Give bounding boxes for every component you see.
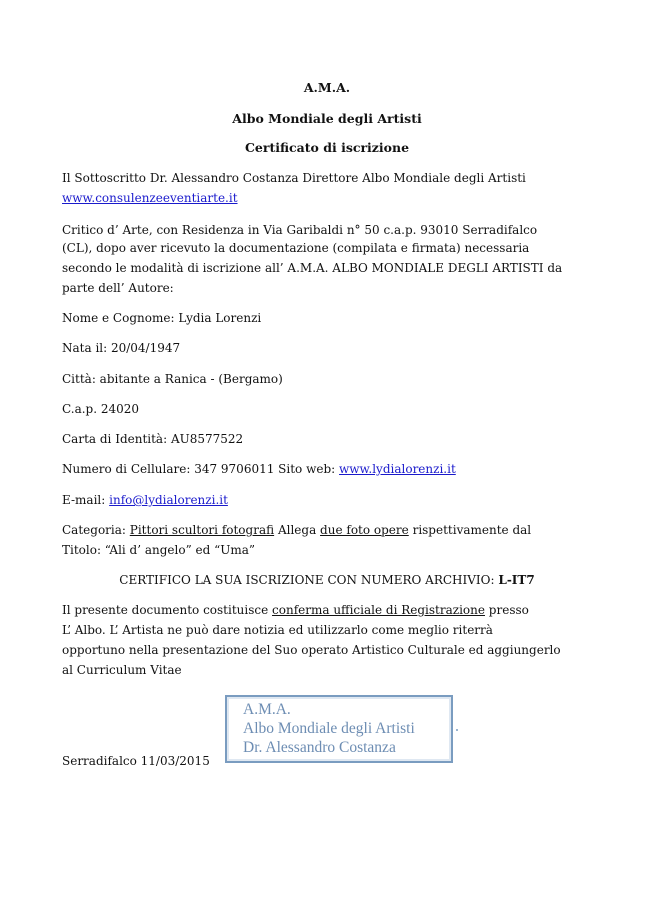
certify-text: CERTIFICO LA SUA ISCRIZIONE CON NUMERO ARCHIVIO: bbox=[119, 573, 495, 587]
closing-line2: L’ Albo. L’ Artista ne può dare notizia ed utilizzarlo come meglio riterrà bbox=[62, 623, 493, 637]
paragraph1-line2: (CL), dopo aver ricevuto la documentazione (compilata e firmata) necessaria bbox=[62, 241, 530, 255]
due-foto-text: due foto opere bbox=[320, 523, 409, 537]
field-name: Nome e Cognome: Lydia Lorenzi bbox=[62, 311, 262, 325]
email-label: E-mail: bbox=[62, 493, 106, 507]
field-email bbox=[62, 490, 592, 510]
field-phone-website bbox=[62, 459, 592, 479]
field-id-card: Carta di Identità: AU8577522 bbox=[62, 432, 244, 446]
category-value: Pittori scultori fotografi bbox=[129, 523, 275, 537]
category-label: Categoria: bbox=[62, 523, 126, 537]
field-postal-code: C.a.p. 24020 bbox=[62, 402, 140, 416]
field-city: Città: abitante a Ranica - (Bergamo) bbox=[62, 372, 283, 386]
works-titles: Titolo: “Ali d’ angelo” ed “Uma” bbox=[62, 543, 256, 557]
stamp-line3: Dr. Alessandro Costanza bbox=[243, 739, 396, 756]
closing-line4: al Curriculum Vitae bbox=[62, 663, 182, 677]
org-full-name: Albo Mondiale degli Artisti bbox=[232, 111, 422, 126]
stamp-line2: Albo Mondiale degli Artisti bbox=[243, 720, 415, 737]
stamp-mark bbox=[456, 729, 458, 731]
category-rest: rispettivamente dal bbox=[412, 523, 532, 537]
certify-line bbox=[62, 570, 592, 590]
stamp-line1: A.M.A. bbox=[243, 701, 291, 718]
closing-line1 bbox=[62, 600, 592, 620]
official-stamp bbox=[225, 695, 453, 763]
paragraph1-line1: Critico d’ Arte, con Residenza in Via Garibaldi n° 50 c.a.p. 93010 Serradifalco bbox=[62, 223, 538, 237]
closing-text-a: Il presente documento costituisce bbox=[62, 603, 269, 617]
place-date: Serradifalco 11/03/2015 bbox=[62, 754, 210, 768]
closing-text-c: presso bbox=[488, 603, 529, 617]
artist-website-link[interactable]: www.lydialorenzi.it bbox=[339, 462, 456, 476]
closing-line3: opportuno nella presentazione del Suo operato Artistico Culturale ed aggiungerlo bbox=[62, 643, 561, 657]
phone-text: Numero di Cellulare: 347 9706011 Sito web: bbox=[62, 462, 336, 476]
official-confirmation: conferma ufficiale di Registrazione bbox=[272, 603, 485, 617]
allega-text: Allega bbox=[277, 523, 317, 537]
email-link[interactable]: info@lydialorenzi.it bbox=[109, 493, 228, 507]
category-line bbox=[62, 520, 592, 540]
website-link-line bbox=[62, 188, 592, 208]
document-title: Certificato di iscrizione bbox=[244, 140, 410, 155]
website-link[interactable]: www.consulenzeeventiarte.it bbox=[62, 191, 238, 205]
archive-number: L-IT7 bbox=[498, 573, 535, 587]
paragraph1-line3: secondo le modalità di iscrizione all’ A.M.A. ALBO MONDIALE DEGLI ARTISTI da bbox=[62, 261, 563, 275]
org-acronym: A.M.A. bbox=[303, 80, 351, 95]
intro-line: Il Sottoscritto Dr. Alessandro Costanza Direttore Albo Mondiale degli Artisti bbox=[62, 171, 526, 185]
field-birthdate: Nata il: 20/04/1947 bbox=[62, 341, 181, 355]
paragraph1-line4: parte dell’ Autore: bbox=[62, 281, 174, 295]
